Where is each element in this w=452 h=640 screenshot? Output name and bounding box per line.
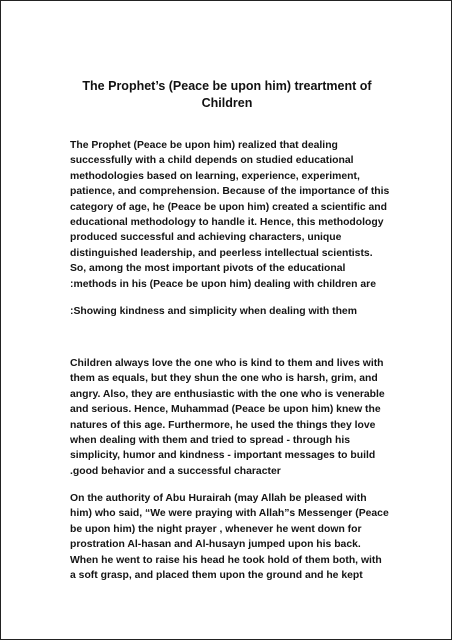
kindness-paragraph bbox=[70, 356, 402, 479]
text-line: be upon him) the night prayer , whenever he went down for bbox=[70, 523, 362, 535]
text-line: him) who said, “We were praying with Allah”s Messenger (Peace bbox=[70, 508, 389, 520]
text-line: successfully with a child depends on studied educational bbox=[70, 155, 354, 167]
text-line: simplicity, humor and kindness - important messages to build bbox=[70, 450, 376, 462]
text-line: :methods in his (Peace be upon him) dealing with children are bbox=[70, 278, 376, 290]
text-line: a soft grasp, and placed them upon the ground and he kept bbox=[70, 570, 363, 582]
text-line: So, among the most important pivots of the educational bbox=[70, 263, 346, 275]
text-line: prostration Al-hasan and Al-husayn jumped upon his back. bbox=[70, 539, 361, 551]
text-line: Children always love the one who is kind to them and lives with bbox=[70, 358, 384, 369]
section-heading bbox=[70, 304, 402, 319]
text-line: patience, and comprehension. Because of the importance of this bbox=[70, 186, 390, 198]
text-line: natures of this age. Furthermore, he used the things they love bbox=[70, 419, 376, 431]
text-line: and serious. Hence, Muhammad (Peace be upon him) knew the bbox=[70, 404, 381, 416]
text-line: :Showing kindness and simplicity when dealing with them bbox=[70, 306, 357, 317]
text-line: On the authority of Abu Hurairah (may Allah be pleased with bbox=[70, 493, 367, 504]
text-line: category of age, he (Peace be upon him) created a scientific and bbox=[70, 201, 388, 213]
text-line: produced successful and achieving characters, unique bbox=[70, 232, 342, 244]
text-line: educational methodology to handle it. Hence, this methodology bbox=[70, 217, 384, 229]
text-line: The Prophet (Peace be upon him) realized that dealing bbox=[70, 140, 338, 151]
intro-paragraph bbox=[70, 138, 402, 292]
text-line: methodologies based on learning, experience, experiment, bbox=[70, 170, 360, 182]
text-line: .good behavior and a successful character bbox=[70, 465, 281, 477]
document-title bbox=[61, 78, 393, 112]
text-line: angry. Also, they are enthusiastic with the one who is venerable bbox=[70, 388, 385, 400]
hadith-paragraph bbox=[70, 491, 402, 583]
text-line: distinguished leadership, and peerless intellectual scientists. bbox=[70, 247, 373, 259]
text-line: when dealing with them and tried to spread - through his bbox=[70, 435, 350, 447]
text-line: them as equals, but they shun the one who is harsh, grim, and bbox=[70, 373, 378, 385]
title-line: The Prophet’s (Peace be upon him) treartment of bbox=[82, 79, 372, 93]
title-line: Children bbox=[201, 96, 253, 110]
text-line: When he went to raise his head he took hold of them both, with bbox=[70, 554, 382, 566]
